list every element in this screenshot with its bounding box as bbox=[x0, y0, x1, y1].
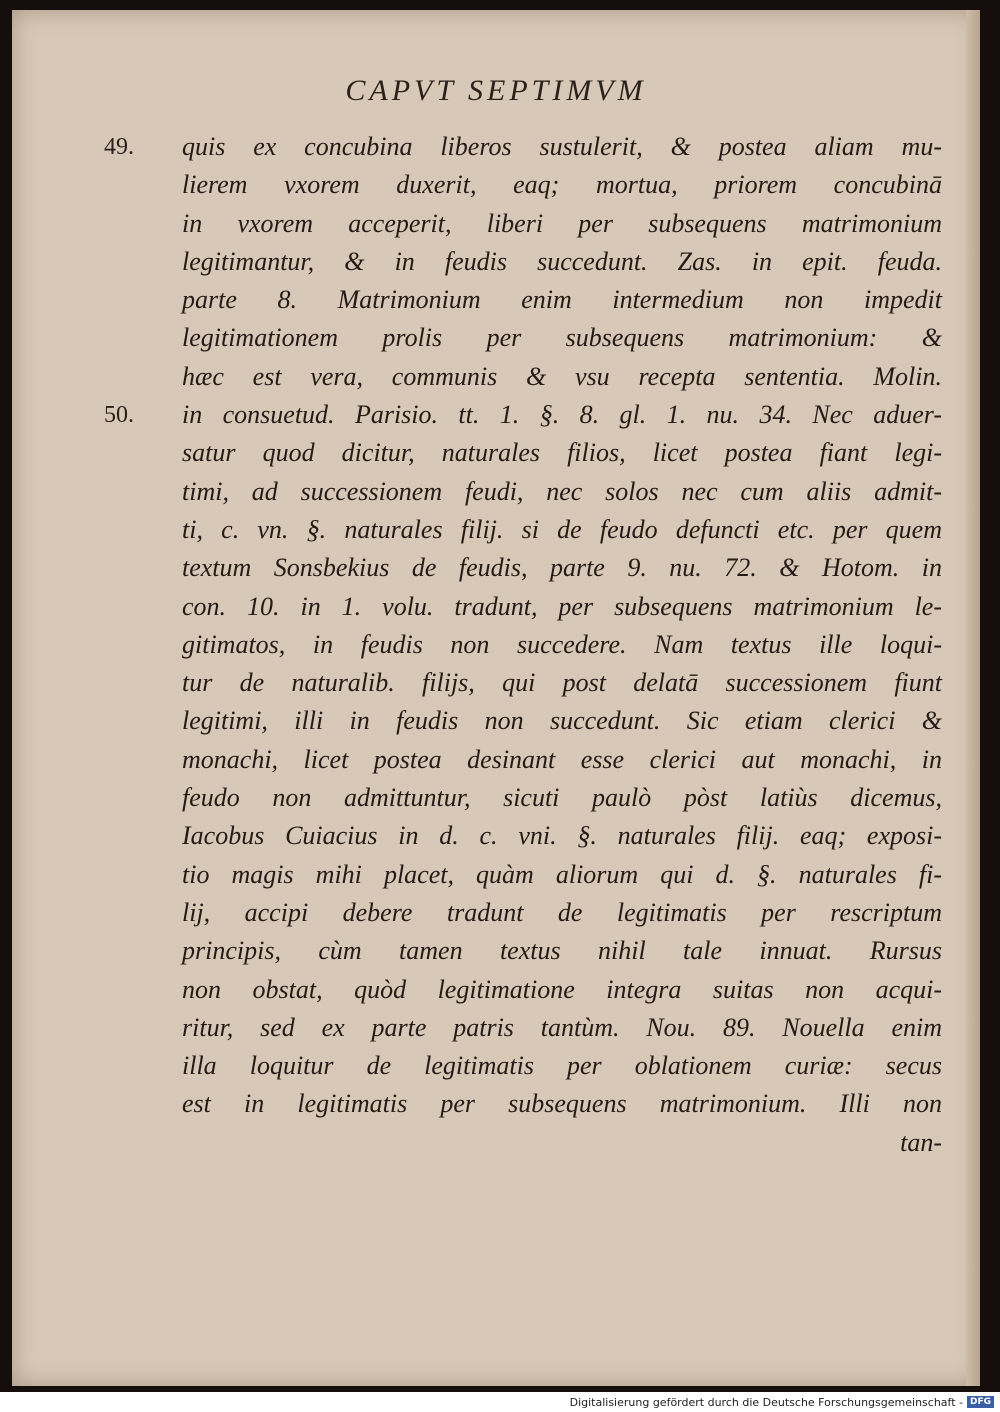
line-text: tio magis mihi placet, quàm aliorum qui d. §. naturales fi- bbox=[182, 859, 942, 889]
text-line bbox=[104, 128, 942, 166]
text-line bbox=[182, 166, 942, 204]
line-text: tan- bbox=[900, 1127, 942, 1157]
page-edge bbox=[966, 10, 980, 1386]
line-text: legitimi, illi in feudis non succedunt. Sic etiam clerici & bbox=[182, 706, 942, 736]
text-line bbox=[104, 396, 942, 434]
dfg-logo-icon: DFG bbox=[967, 1396, 994, 1408]
text-line bbox=[182, 243, 942, 281]
line-text: timi, ad successionem feudi, nec solos nec cum aliis admit- bbox=[182, 476, 942, 506]
line-text: parte 8. Matrimonium enim intermedium non impedit bbox=[182, 285, 942, 315]
line-text: illa loquitur de legitimatis per oblationem curiæ: secus bbox=[182, 1051, 942, 1081]
line-text: legitimantur, & in feudis succedunt. Zas. in epit. feuda. bbox=[182, 246, 942, 276]
text-line bbox=[182, 741, 942, 779]
text-line bbox=[182, 434, 942, 472]
text-line bbox=[182, 817, 942, 855]
line-text: tur de naturalib. filijs, qui post delatā successionem fiunt bbox=[182, 668, 942, 698]
line-text: ritur, sed ex parte patris tantùm. Nou. 89. Nouella enim bbox=[182, 1012, 942, 1042]
text-block bbox=[104, 128, 942, 1162]
text-line bbox=[182, 1085, 942, 1123]
margin-number: 50. bbox=[104, 402, 134, 429]
line-text: lierem vxorem duxerit, eaq; mortua, priorem concubinā bbox=[182, 170, 942, 200]
text-line bbox=[182, 588, 942, 626]
line-text: hæc est vera, communis & vsu recepta sententia. Molin. bbox=[182, 361, 942, 391]
text-line bbox=[182, 932, 942, 970]
line-text: quis ex concubina liberos sustulerit, & postea aliam mu- bbox=[182, 132, 942, 161]
text-line bbox=[182, 1047, 942, 1085]
running-head: CAPVT SEPTIMVM bbox=[345, 74, 647, 107]
text-line bbox=[182, 971, 942, 1009]
text-line bbox=[182, 626, 942, 664]
line-text: con. 10. in 1. volu. tradunt, per subsequens matrimonium le- bbox=[182, 591, 942, 621]
line-text: ti, c. vn. §. naturales filij. si de feudo defuncti etc. per quem bbox=[182, 514, 942, 544]
text-line bbox=[182, 779, 942, 817]
line-text: principis, cùm tamen textus nihil tale innuat. Rursus bbox=[182, 936, 942, 966]
text-line bbox=[182, 894, 942, 932]
line-text: in consuetud. Parisio. tt. 1. §. 8. gl. 1. nu. 34. Nec aduer- bbox=[182, 400, 942, 430]
line-text: in vxorem acceperit, liberi per subsequens matrimonium bbox=[182, 208, 942, 238]
text-line bbox=[182, 1124, 942, 1162]
line-text: est in legitimatis per subsequens matrimonium. Illi non bbox=[182, 1089, 942, 1119]
text-line bbox=[182, 856, 942, 894]
text-line bbox=[182, 664, 942, 702]
line-text: legitimationem prolis per subsequens matrimonium: & bbox=[182, 323, 942, 353]
line-text: satur quod dicitur, naturales filios, licet postea fiant legi- bbox=[182, 438, 942, 468]
text-line bbox=[182, 549, 942, 587]
line-text: Iacobus Cuiacius in d. c. vni. §. naturales filij. eaq; exposi- bbox=[182, 821, 942, 851]
text-line bbox=[182, 205, 942, 243]
line-text: non obstat, quòd legitimatione integra suitas non acqui- bbox=[182, 974, 942, 1004]
text-line bbox=[182, 702, 942, 740]
text-line bbox=[182, 511, 942, 549]
footer-credit: Digitalisierung gefördert durch die Deutsche Forschungsgemeinschaft - bbox=[569, 1395, 963, 1409]
margin-number: 49. bbox=[104, 134, 134, 160]
text-line bbox=[182, 319, 942, 357]
line-text: lij, accipi debere tradunt de legitimatis per rescriptum bbox=[182, 897, 942, 927]
line-text: feudo non admittuntur, sicuti paulò pòst latiùs dicemus, bbox=[182, 783, 942, 813]
line-text: monachi, licet postea desinant esse clerici aut monachi, in bbox=[182, 744, 942, 774]
text-line bbox=[182, 358, 942, 396]
text-line bbox=[182, 473, 942, 511]
line-text: textum Sonsbekius de feudis, parte 9. nu. 72. & Hotom. in bbox=[182, 553, 942, 583]
book-page bbox=[12, 10, 980, 1386]
text-line bbox=[182, 281, 942, 319]
footer-bar bbox=[0, 1392, 1000, 1412]
line-text: gitimatos, in feudis non succedere. Nam textus ille loqui- bbox=[182, 629, 942, 659]
text-line bbox=[182, 1009, 942, 1047]
